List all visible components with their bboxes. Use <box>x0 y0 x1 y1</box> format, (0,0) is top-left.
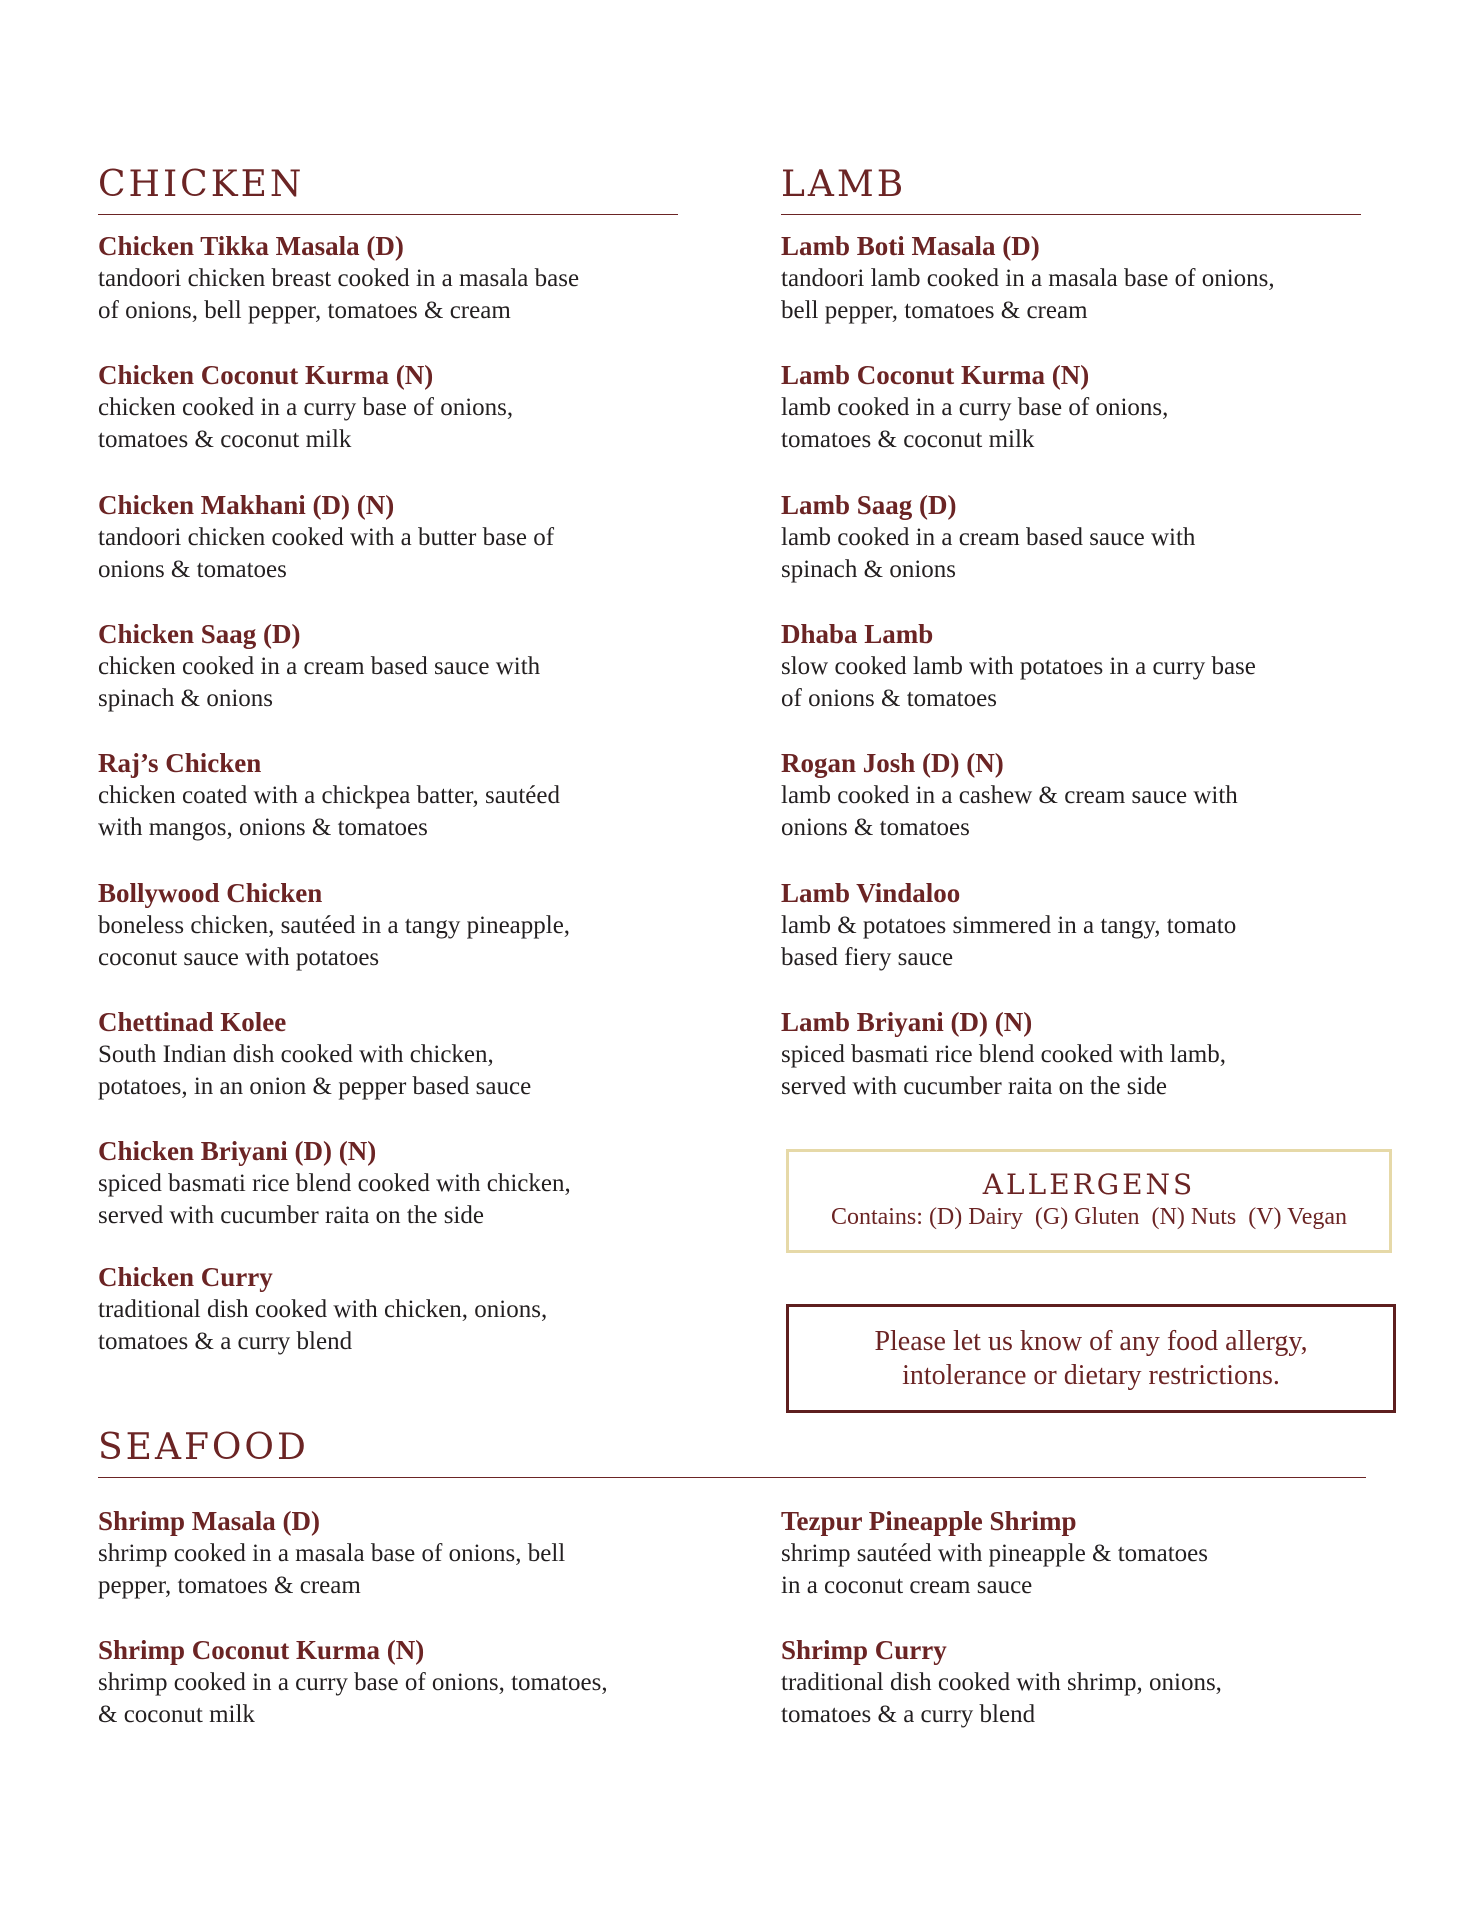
item-description: tandoori chicken breast cooked in a masala base of onions, bell pepper, tomatoes & cream <box>98 265 580 324</box>
menu-item-chicken-briyani <box>98 1134 571 1232</box>
item-name: Lamb Coconut Kurma (N) <box>781 360 1090 390</box>
item-description: lamb cooked in a curry base of onions, tomatoes & coconut milk <box>781 394 1169 453</box>
item-description: shrimp cooked in a masala base of onions, bell pepper, tomatoes & cream <box>98 1540 566 1599</box>
item-name: Bollywood Chicken <box>98 878 323 908</box>
item-description: spiced basmati rice blend cooked with lamb, served with cucumber raita on the side <box>781 1041 1227 1100</box>
item-description: spiced basmati rice blend cooked with chicken, served with cucumber raita on the side <box>98 1170 571 1229</box>
item-description: traditional dish cooked with shrimp, onions, tomatoes & a curry blend <box>781 1669 1222 1728</box>
item-name: Chicken Tikka Masala (D) <box>98 231 404 261</box>
menu-item-chicken-tikka-masala <box>98 229 579 327</box>
item-description: South Indian dish cooked with chicken, potatoes, in an onion & pepper based sauce <box>98 1041 532 1100</box>
menu-item-lamb-vindaloo <box>781 876 1236 974</box>
lamb-divider <box>781 214 1361 215</box>
menu-item-lamb-saag <box>781 488 1195 586</box>
item-name: Rogan Josh (D) (N) <box>781 748 1004 778</box>
allergens-legend: Contains: (D) Dairy (G) Gluten (N) Nuts (V) Vegan <box>830 1204 1348 1230</box>
item-description: boneless chicken, sautéed in a tangy pineapple, coconut sauce with potatoes <box>98 912 571 971</box>
item-description: lamb cooked in a cashew & cream sauce with onions & tomatoes <box>781 782 1238 841</box>
menu-item-shrimp-coconut-kurma <box>98 1633 608 1731</box>
allergens-box <box>786 1149 1392 1253</box>
item-description: lamb cooked in a cream based sauce with spinach & onions <box>781 524 1196 583</box>
item-description: chicken cooked in a curry base of onions, tomatoes & coconut milk <box>98 394 514 453</box>
chicken-heading: CHICKEN <box>98 164 305 205</box>
item-description: chicken coated with a chickpea batter, sautéed with mangos, onions & tomatoes <box>98 782 560 841</box>
item-description: shrimp sautéed with pineapple & tomatoes in a coconut cream sauce <box>781 1540 1208 1599</box>
menu-item-rajs-chicken <box>98 746 560 844</box>
item-description: traditional dish cooked with chicken, onions, tomatoes & a curry blend <box>98 1296 548 1355</box>
seafood-divider <box>98 1477 1366 1478</box>
item-name: Shrimp Curry <box>781 1635 947 1665</box>
menu-item-lamb-boti-masala <box>781 229 1275 327</box>
menu-item-chicken-coconut-kurma <box>98 358 513 456</box>
item-description: chicken cooked in a cream based sauce with spinach & onions <box>98 653 541 712</box>
seafood-heading: SEAFOOD <box>98 1427 309 1468</box>
allergy-notice-box <box>786 1304 1396 1413</box>
menu-item-shrimp-masala <box>98 1504 565 1602</box>
item-name: Raj’s Chicken <box>98 748 262 778</box>
item-description: lamb & potatoes simmered in a tangy, tomato based fiery sauce <box>781 912 1237 971</box>
allergens-title: ALLERGENS <box>982 1168 1196 1201</box>
menu-item-dhaba-lamb <box>781 617 1256 715</box>
menu-item-chicken-saag <box>98 617 540 715</box>
item-description: tandoori chicken cooked with a butter base of onions & tomatoes <box>98 524 555 583</box>
item-name: Lamb Vindaloo <box>781 878 961 908</box>
menu-item-lamb-coconut-kurma <box>781 358 1168 456</box>
item-name: Chicken Curry <box>98 1262 273 1292</box>
allergy-notice-text: Please let us know of any food allergy, intolerance or dietary restrictions. <box>874 1326 1308 1391</box>
item-name: Shrimp Masala (D) <box>98 1506 320 1536</box>
item-description: tandoori lamb cooked in a masala base of onions, bell pepper, tomatoes & cream <box>781 265 1275 324</box>
menu-item-chicken-makhani <box>98 488 554 586</box>
item-name: Lamb Boti Masala (D) <box>781 231 1040 261</box>
item-name: Shrimp Coconut Kurma (N) <box>98 1635 425 1665</box>
item-name: Lamb Briyani (D) (N) <box>781 1007 1033 1037</box>
menu-item-shrimp-curry <box>781 1633 1222 1731</box>
menu-item-rogan-josh <box>781 746 1238 844</box>
item-name: Lamb Saag (D) <box>781 490 957 520</box>
item-description: slow cooked lamb with potatoes in a curry base of onions & tomatoes <box>781 653 1256 712</box>
menu-item-chicken-curry <box>98 1260 547 1358</box>
item-name: Tezpur Pineapple Shrimp <box>781 1506 1077 1536</box>
chicken-divider <box>98 214 678 215</box>
menu-item-tezpur-pineapple-shrimp <box>781 1504 1208 1602</box>
item-name: Chicken Briyani (D) (N) <box>98 1136 377 1166</box>
menu-item-chettinad-kolee <box>98 1005 531 1103</box>
item-name: Chicken Makhani (D) (N) <box>98 490 395 520</box>
lamb-heading: LAMB <box>781 164 907 205</box>
item-name: Chettinad Kolee <box>98 1007 287 1037</box>
item-name: Dhaba Lamb <box>781 619 934 649</box>
menu-item-bollywood-chicken <box>98 876 570 974</box>
item-description: shrimp cooked in a curry base of onions, tomatoes, & coconut milk <box>98 1669 608 1728</box>
menu-item-lamb-briyani <box>781 1005 1226 1103</box>
item-name: Chicken Coconut Kurma (N) <box>98 360 434 390</box>
item-name: Chicken Saag (D) <box>98 619 301 649</box>
